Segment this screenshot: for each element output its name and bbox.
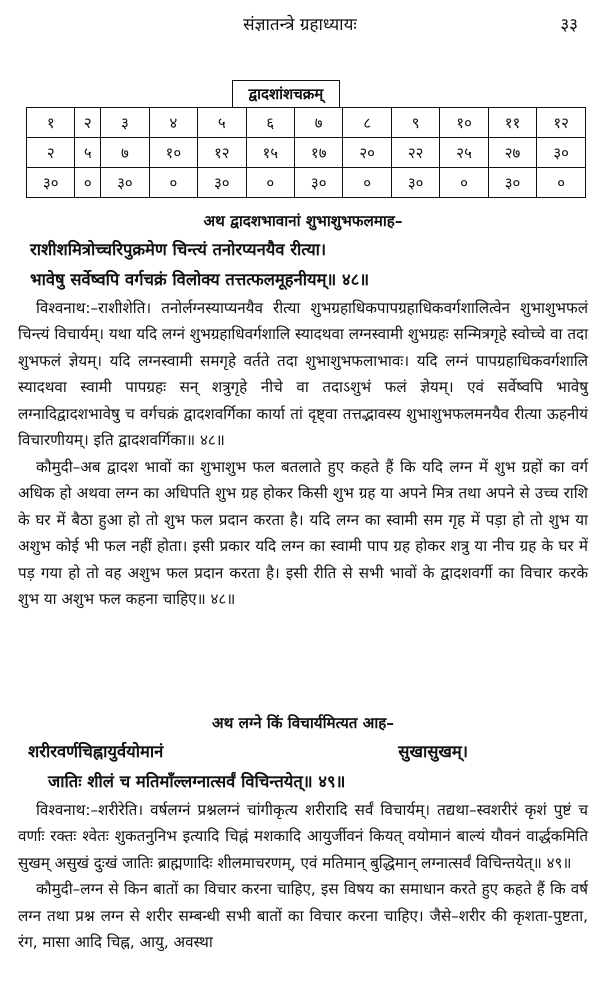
page-header [0, 10, 600, 40]
table-cell: ११ [488, 108, 536, 138]
vishwanath-commentary: विश्वनाथ:–शरीरेति। वर्षलग्नं प्रश्नलग्नं चांगीकृत्य शरीरादि सर्वं विचार्यम्। तद्यथा–स्वशरीरं कृशं पुष्टं च वर्णाः रक्तः श्वेतः शुकतनुनिभ इत्यादि चिह्नं मशकादि आयुर्जीवनं कियत् वयोमानं बाल्यं यौवनं वार्द्धकमिति सुखम् असुखं दुःखं जातिः ब्राह्मणादिः शीलमाचरणम्, एवं मतिमान् बुद्धिमान् लग्नात्सर्वं विचिन्तयेत्॥ ४९॥ [18, 800, 588, 872]
table-cell: २० [343, 138, 391, 168]
table-cell: ० [246, 168, 294, 198]
section-heading: अथ लग्ने किं विचार्यमित्यत आह– [212, 714, 394, 732]
verse-line: जातिः शीलं च मतिमाँल्लग्नात्सर्वं विचिन्तयेत्॥ ४९॥ [48, 771, 346, 791]
section-heading: अथ द्वादशभावानां शुभाशुभफलमाह– [203, 212, 403, 230]
running-title: संज्ञातन्त्रे ग्रहाध्यायः [243, 15, 357, 35]
table-cell: ० [149, 168, 197, 198]
table-cell: ७ [101, 138, 149, 168]
page-number: ३३ [560, 15, 578, 35]
table-row [27, 138, 586, 168]
table-cell: ७ [294, 108, 342, 138]
table-cell: ३० [27, 168, 75, 198]
table-cell: २५ [440, 138, 488, 168]
table-cell: ३० [101, 168, 149, 198]
table-cell: १२ [537, 108, 586, 138]
table-cell: १० [440, 108, 488, 138]
table-cell: २२ [391, 138, 439, 168]
verse-line: राशीशमित्रोच्चरिपुक्रमेण चिन्त्यं तनोरप्यनयैव रीत्या। [30, 239, 327, 259]
verse-line: भावेषु सर्वेष्वपि वर्गचक्रं विलोक्य तत्तत्फलमूहनीयम्॥ ४८॥ [30, 269, 370, 289]
dvadashamsha-table [26, 80, 586, 198]
table-cell: १५ [246, 138, 294, 168]
table-row [27, 168, 586, 198]
table-cell: १७ [294, 138, 342, 168]
table-cell: २ [75, 108, 101, 138]
table-cell: २७ [488, 138, 536, 168]
table-title [27, 80, 586, 108]
table-cell: ० [537, 168, 586, 198]
table-cell: ८ [343, 108, 391, 138]
table-cell: ५ [198, 108, 246, 138]
kaumudi-commentary: कौमुदी–लग्न से किन बातों का विचार करना चाहिए, इस विषय का समाधान करते हुए कहते हैं कि वर्ष लग्न तथा प्रश्न लग्न से शरीर सम्बन्धी सभी बातों का विचार करना चाहिए। जैसे–शरीर की कृशता-पुष्टता, रंग, मासा आदि चिह्न, आयु, अवस्था [18, 880, 588, 951]
table-cell: ० [343, 168, 391, 198]
section-dvadasha-bhava [18, 208, 588, 613]
table-cell: ३० [537, 138, 586, 168]
table-title-row [27, 80, 586, 108]
table-cell: ५ [75, 138, 101, 168]
section-lagna-vichar [18, 710, 588, 956]
verse-left: शरीरवर्णचिह्नायुर्वयोमानं [28, 741, 164, 761]
table-row [27, 108, 586, 138]
table-cell: ९ [391, 108, 439, 138]
kaumudi-commentary: कौमुदी–अब द्वादश भावों का शुभाशुभ फल बतलाते हुए कहते हैं कि यदि लग्न में शुभ ग्रहों का वर्ग अधिक हो अथवा लग्न का अधिपति शुभ ग्रह होकर किसी शुभ ग्रह या अपने मित्र तथा अपने से उच्च राशि के घर में बैठा हुआ हो तो शुभ फल प्रदान करता है। यदि लग्न का स्वामी सम गृह में पड़ा हो तो शुभ या अशुभ कोई भी फल नहीं होता। इसी प्रकार यदि लग्न का स्वामी पाप ग्रह होकर शत्रु या नीच ग्रह के घर में पड़ गया हो तो वह अशुभ फल प्रदान करता है। इसी रीति से सभी भावों के द्वादशवर्गी का विचार करके शुभ या अशुभ फल कहना चाहिए॥ ४८॥ [18, 457, 588, 608]
table-cell: ६ [246, 108, 294, 138]
table-cell: ४ [149, 108, 197, 138]
table-cell: ० [440, 168, 488, 198]
table-cell: १२ [198, 138, 246, 168]
table-cell: ३ [101, 108, 149, 138]
table-cell: ३० [488, 168, 536, 198]
verse-line [18, 737, 588, 767]
table-cell: ० [75, 168, 101, 198]
table-cell: १ [27, 108, 75, 138]
table-cell: २ [27, 138, 75, 168]
table-cell: ३० [198, 168, 246, 198]
table-cell: ३० [391, 168, 439, 198]
table-title-text: द्वादशांशचक्रम् [232, 80, 341, 107]
verse-right: सुखासुखम्। [398, 741, 468, 761]
table-cell: ३० [294, 168, 342, 198]
table-cell: १० [149, 138, 197, 168]
vishwanath-commentary: विश्वनाथ:–राशीशेति। तनोर्लग्नस्याप्यनयैव रीत्या शुभग्रहाधिकपापग्रहाधिकवर्गशालित्वेन शुभाशुभफलं चिन्त्यं विचार्यम्। यथा यदि लग्नं शुभग्रहाधिवर्गशालि स्यादथवा लग्नस्वामी शुभग्रहः सन्मित्रगृहे स्वोच्चे वा तदा शुभफलं ज्ञेयम्। यदि लग्नस्वामी समगृहे वर्तते तदा शुभाशुभफलाभावः। यदि लग्नं पापग्रहाधिकवर्गशालि स्यादथवा स्वामी पापग्रहः सन् शत्रुगृहे नीचे वा तदाऽशुभं फलं ज्ञेयम्। एवं सर्वेष्वपि भावेषु लग्नादिद्वादशभावेषु च वर्गचक्रं द्वादशवर्गिका कार्या तां दृष्ट्वा तत्तद्भावस्य शुभाशुभफलमनयैव रीत्या ऊहनीयं विचारणीयम्। इति द्वादशवर्गिका॥ ४८॥ [18, 298, 588, 449]
